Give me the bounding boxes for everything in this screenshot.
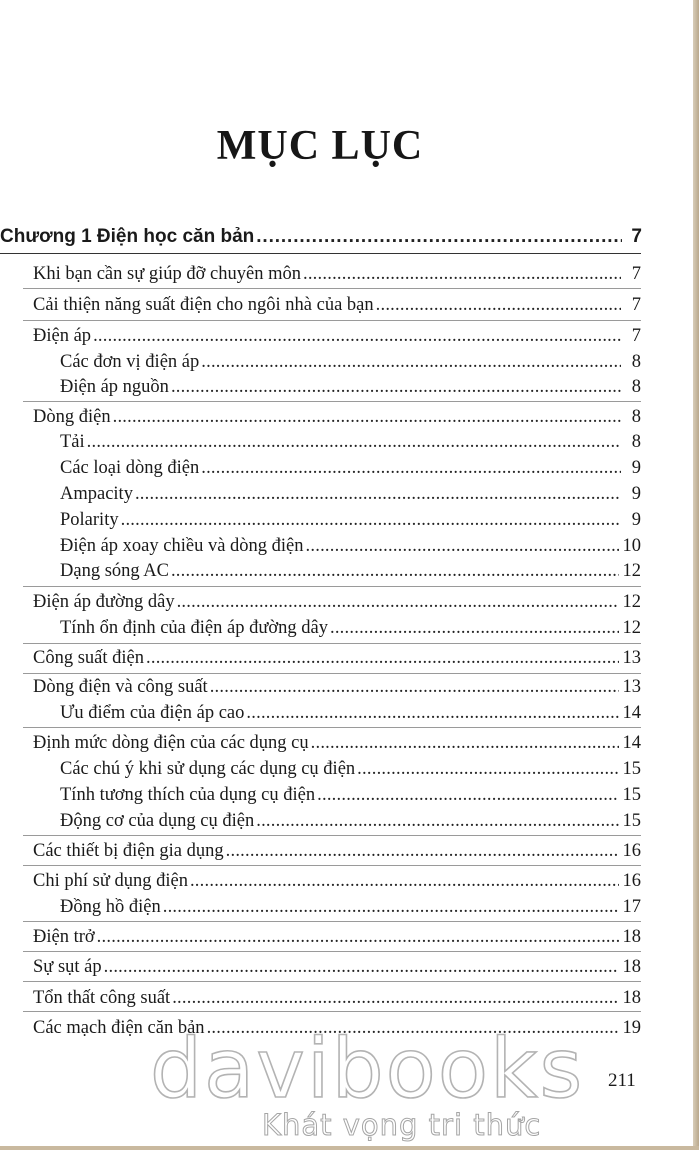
toc-entry-page: 9 <box>631 484 641 504</box>
toc-entry-page: 18 <box>622 957 641 977</box>
toc-entry[interactable] <box>33 292 641 318</box>
toc-entry[interactable] <box>33 323 641 349</box>
toc-entry-page: 19 <box>622 1018 641 1038</box>
toc-subentry[interactable] <box>60 374 641 400</box>
section-divider <box>23 921 641 922</box>
toc-entry-label: Công suất điện <box>33 648 144 668</box>
toc-subentry[interactable] <box>60 507 641 533</box>
toc-entry-label: Cải thiện năng suất điện cho ngôi nhà của bạn <box>33 295 374 315</box>
toc-entry-page: 13 <box>622 677 641 697</box>
toc-entry-label: Điện áp xoay chiều và dòng điện <box>60 536 304 556</box>
toc-leader-dots <box>177 589 619 615</box>
page-edge-bottom <box>0 1146 699 1150</box>
toc-leader-dots <box>226 838 619 864</box>
page-title: MỤC LỤC <box>216 123 424 169</box>
toc-entry-page: 16 <box>622 871 641 891</box>
toc-entry-page: 9 <box>631 510 641 530</box>
toc-entry-page: 18 <box>622 927 641 947</box>
toc-leader-dots <box>190 868 619 894</box>
toc-entry-label: Các mạch điện căn bản <box>33 1018 205 1038</box>
toc-entry-page: 13 <box>622 648 641 668</box>
toc-entry-page: 8 <box>631 432 641 452</box>
toc-leader-dots <box>97 924 619 950</box>
toc-leader-dots <box>93 323 621 349</box>
toc-entry-page: 15 <box>622 811 641 831</box>
toc-entry[interactable] <box>33 730 641 756</box>
toc-leader-dots <box>306 533 619 559</box>
toc-subentry[interactable] <box>60 782 641 808</box>
toc-entry-label: Động cơ của dụng cụ điện <box>60 811 255 831</box>
toc-entry-label: Ampacity <box>60 484 133 504</box>
section-divider <box>23 727 641 728</box>
toc-entry-label: Điện áp nguồn <box>60 377 169 397</box>
watermark-brand: davibooks <box>150 1022 585 1117</box>
toc-entry[interactable] <box>33 261 641 287</box>
toc-leader-dots <box>317 782 618 808</box>
toc-entry-page: 7 <box>631 264 641 284</box>
toc-entry-label: Tính ổn định của điện áp đường dây <box>60 618 328 638</box>
toc-chapter[interactable] <box>0 224 642 250</box>
toc-entry[interactable] <box>33 924 641 950</box>
toc-entry-page: 15 <box>622 759 641 779</box>
page-number: 211 <box>608 1070 636 1091</box>
toc-subentry[interactable] <box>60 481 641 507</box>
section-divider <box>23 951 641 952</box>
toc-entry-label: Polarity <box>60 510 119 530</box>
toc-leader-dots <box>201 455 621 481</box>
toc-leader-dots <box>256 224 622 250</box>
toc-entry[interactable] <box>33 868 641 894</box>
toc-subentry[interactable] <box>60 894 641 920</box>
toc-leader-dots <box>201 349 621 375</box>
toc-entry-label: Dòng điện và công suất <box>33 677 208 697</box>
toc-leader-dots <box>121 507 621 533</box>
toc-subentry[interactable] <box>60 558 641 584</box>
section-divider <box>23 835 641 836</box>
toc-leader-dots <box>210 674 619 700</box>
toc-entry-page: 9 <box>631 458 641 478</box>
toc-entry-label: Điện áp đường dây <box>33 592 175 612</box>
toc-entry-label: Tính tương thích của dụng cụ điện <box>60 785 316 805</box>
toc-entry-page: 7 <box>631 295 641 315</box>
toc-subentry[interactable] <box>60 756 641 782</box>
toc-leader-dots <box>256 808 618 834</box>
toc-entry-label: Ưu điểm của điện áp cao <box>60 703 245 723</box>
toc-leader-dots <box>376 292 621 318</box>
toc-leader-dots <box>135 481 621 507</box>
toc-subentry[interactable] <box>60 429 641 455</box>
toc-chapter-label: Chương 1 Điện học căn bản <box>0 226 255 247</box>
toc-entry-label: Các đơn vị điện áp <box>60 352 200 372</box>
section-divider <box>23 288 641 289</box>
toc-entry[interactable] <box>33 404 641 430</box>
toc-leader-dots <box>171 374 621 400</box>
toc-entry-page: 10 <box>622 536 641 556</box>
toc-subentry[interactable] <box>60 615 641 641</box>
toc-entry-page: 12 <box>622 618 641 638</box>
toc-leader-dots <box>146 645 619 671</box>
toc-entry-label: Các loại dòng điện <box>60 458 200 478</box>
section-divider <box>23 586 641 587</box>
toc-entry-page: 8 <box>631 352 641 372</box>
toc-entry[interactable] <box>33 985 641 1011</box>
toc-subentry[interactable] <box>60 455 641 481</box>
toc-entry-page: 14 <box>622 703 641 723</box>
section-divider <box>23 320 641 321</box>
toc-leader-dots <box>113 404 621 430</box>
toc-leader-dots <box>87 429 621 455</box>
toc-entry-label: Tổn thất công suất <box>33 988 171 1008</box>
toc-entry-page: 14 <box>622 733 641 753</box>
toc-entry-page: 12 <box>622 561 641 581</box>
toc-entry-page: 18 <box>622 988 641 1008</box>
section-divider <box>23 643 641 644</box>
toc-entry-label: Đồng hồ điện <box>60 897 161 917</box>
toc-entry-label: Sự sụt áp <box>33 957 102 977</box>
section-divider <box>0 253 641 254</box>
toc-entry-page: 8 <box>631 377 641 397</box>
toc-entry-label: Khi bạn cần sự giúp đỡ chuyên môn <box>33 264 301 284</box>
toc-entry[interactable] <box>33 838 641 864</box>
toc-leader-dots <box>172 985 618 1011</box>
watermark-tagline: Khát vọng tri thức <box>262 1108 542 1142</box>
toc-entry[interactable] <box>33 954 641 980</box>
toc-leader-dots <box>104 954 619 980</box>
section-divider <box>23 401 641 402</box>
toc-leader-dots <box>303 261 621 287</box>
toc-entry-label: Các thiết bị điện gia dụng <box>33 841 224 861</box>
toc-entry-label: Dòng điện <box>33 407 111 427</box>
toc-leader-dots <box>163 894 619 920</box>
toc-subentry[interactable] <box>60 349 641 375</box>
toc-chapter-page: 7 <box>631 226 642 247</box>
section-divider <box>23 981 641 982</box>
toc-subentry[interactable] <box>60 533 641 559</box>
toc-entry-label: Tải <box>60 432 85 452</box>
toc-entry-label: Chi phí sử dụng điện <box>33 871 188 891</box>
toc-entry[interactable] <box>33 589 641 615</box>
toc-entry-page: 15 <box>622 785 641 805</box>
toc-entry-label: Điện trở <box>33 927 95 947</box>
toc-entry-label: Dạng sóng AC <box>60 561 169 581</box>
toc-entry[interactable] <box>33 645 641 671</box>
section-divider <box>23 865 641 866</box>
toc-leader-dots <box>171 558 619 584</box>
toc-entry[interactable] <box>33 674 641 700</box>
toc-subentry[interactable] <box>60 700 641 726</box>
toc-entry-page: 8 <box>631 407 641 427</box>
toc-leader-dots <box>330 615 619 641</box>
toc-entry-label: Định mức dòng điện của các dụng cụ <box>33 733 309 753</box>
toc-entry-page: 7 <box>631 326 641 346</box>
section-divider <box>23 1011 641 1012</box>
toc-leader-dots <box>311 730 619 756</box>
page-edge <box>693 0 699 1150</box>
toc-entry-page: 17 <box>622 897 641 917</box>
toc-entry-page: 12 <box>622 592 641 612</box>
toc-subentry[interactable] <box>60 808 641 834</box>
toc-entry-label: Điện áp <box>33 326 92 346</box>
toc-entry-label: Các chú ý khi sử dụng các dụng cụ điện <box>60 759 356 779</box>
toc-entry-page: 16 <box>622 841 641 861</box>
toc-leader-dots <box>357 756 618 782</box>
toc-leader-dots <box>246 700 618 726</box>
